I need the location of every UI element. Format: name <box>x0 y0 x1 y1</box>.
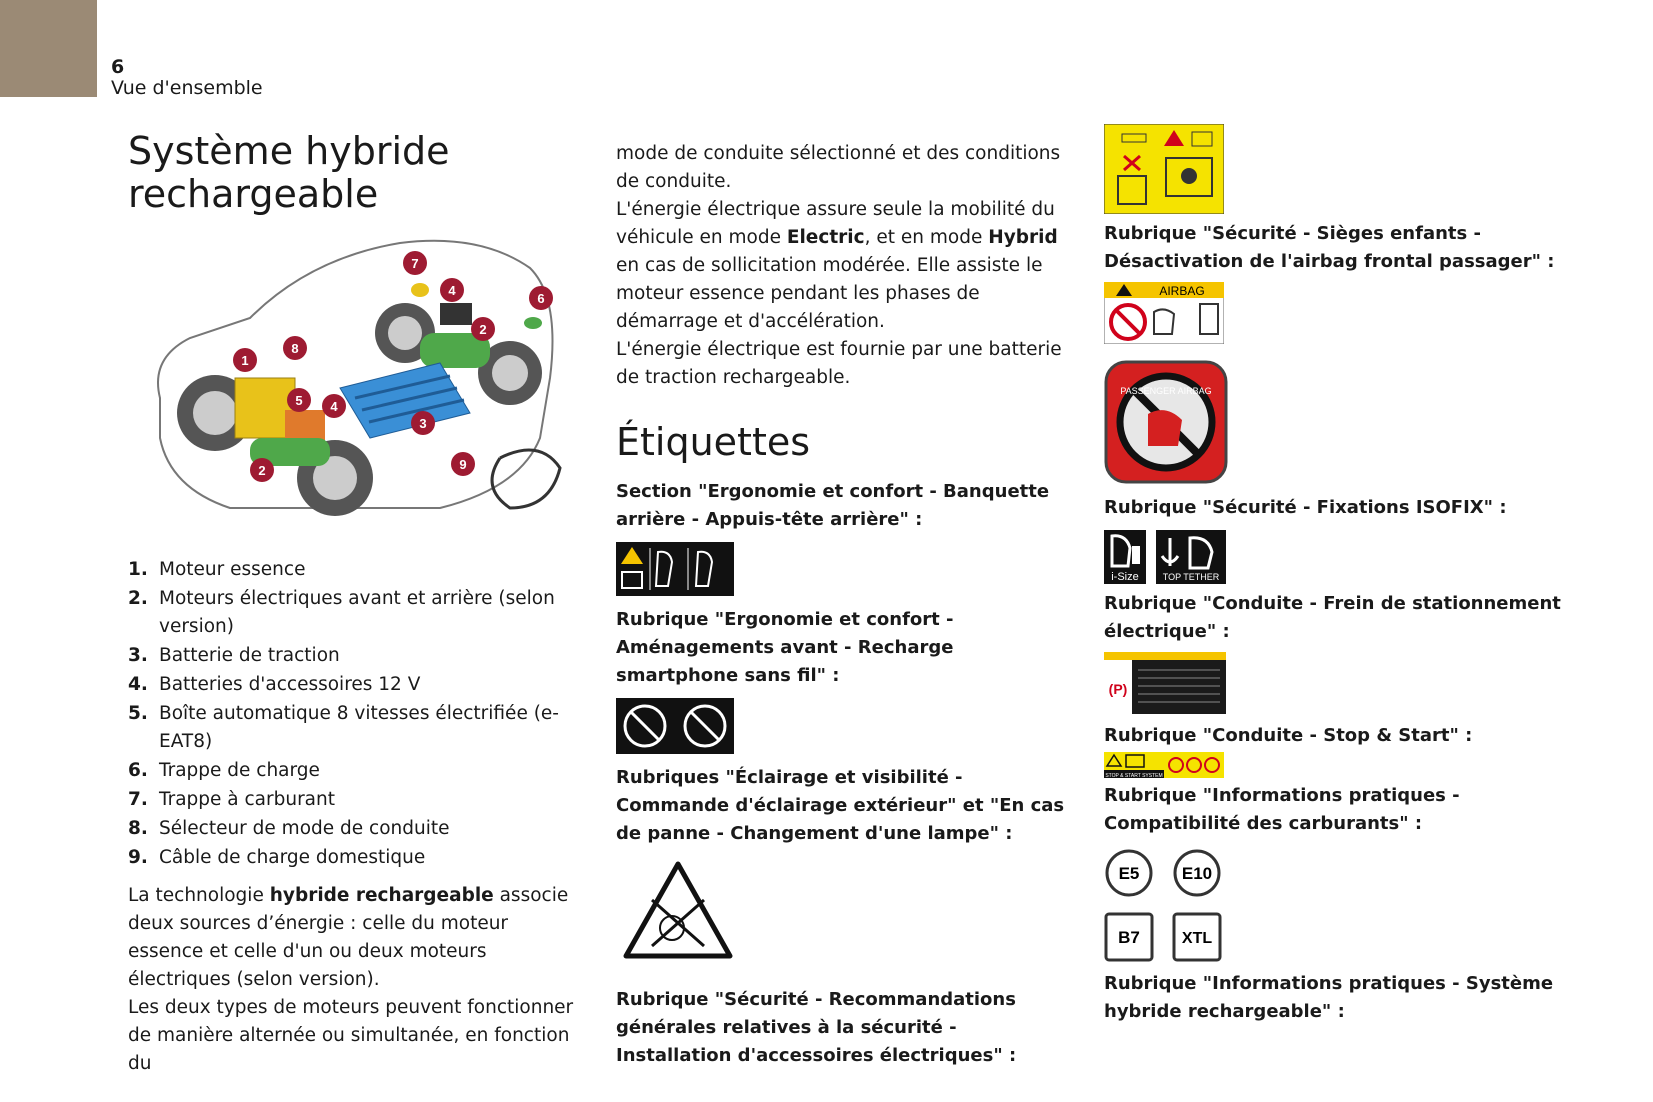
svg-text:B7: B7 <box>1118 928 1140 947</box>
label-airbag: Rubrique "Sécurité - Sièges enfants - Désactivation de l'airbag frontal passager" : <box>1104 223 1555 272</box>
fuel-xtl-icon <box>1172 912 1222 962</box>
svg-text:9: 9 <box>459 457 467 472</box>
list-item: 4. Batteries d'accessoires 12 V <box>128 674 421 695</box>
svg-text:5: 5 <box>295 393 303 408</box>
intro-paragraph: La technologie hybride rechargeable associe deux sources d’énergie : celle du moteur essence et celle d'un ou deux moteurs électriques (selon version). <box>128 885 569 990</box>
child-seat-warning-icon <box>1104 124 1224 214</box>
svg-text:1: 1 <box>241 353 249 368</box>
electric-paragraph: L'énergie électrique assure seule la mobilité du véhicule en mode Electric, et en mode Hybrid en cas de sollicitation modérée. Elle assiste le moteur essence pendant les phases de démarrage et d'accélération. <box>616 199 1058 332</box>
svg-text:E5: E5 <box>1118 864 1140 883</box>
isize-icon <box>1104 530 1146 584</box>
motors-paragraph: Les deux types de moteurs peuvent fonctionner de manière alternée ou simultanée, en fonction du <box>128 997 574 1074</box>
lamp-warning-icon <box>622 860 734 964</box>
label-hybrid-system: Rubrique "Informations pratiques - Système hybride rechargeable" : <box>1104 973 1554 1022</box>
labels-title: Étiquettes <box>616 420 811 464</box>
list-item: 9. Câble de charge domestique <box>128 847 426 868</box>
right-column <box>1104 124 1574 1026</box>
svg-text:TOP TETHER: TOP TETHER <box>1162 572 1220 582</box>
fuel-e10-icon <box>1172 848 1222 898</box>
svg-text:8: 8 <box>291 341 299 356</box>
svg-text:STOP & START SYSTEM: STOP & START SYSTEM <box>1105 773 1163 778</box>
page-title: Système hybride rechargeable <box>128 129 450 216</box>
svg-text:PASSENGER AIRBAG: PASSENGER AIRBAG <box>1120 386 1212 396</box>
left-column <box>128 130 588 1078</box>
component-list <box>128 556 588 872</box>
fuel-e5-icon <box>1104 848 1154 898</box>
fuel-b7-icon <box>1104 912 1154 962</box>
section-title: Vue d'ensemble <box>111 77 263 99</box>
svg-text:i-Size: i-Size <box>1111 571 1139 583</box>
list-item: 1. Moteur essence <box>128 559 306 580</box>
svg-text:(P): (P) <box>1108 681 1128 697</box>
parking-brake-label-icon <box>1104 652 1226 714</box>
label-stop-start: Rubrique "Conduite - Stop & Start" : <box>1104 725 1473 746</box>
svg-text:2: 2 <box>258 463 266 478</box>
passenger-airbag-icon <box>1104 360 1228 484</box>
svg-text:XTL: XTL <box>1181 930 1213 947</box>
label-parking-brake: Rubrique "Conduite - Frein de stationnement électrique" : <box>1104 593 1561 642</box>
label-accessories: Rubrique "Sécurité - Recommandations générales relatives à la sécurité - Installation d'accessoires électriques" : <box>616 989 1017 1066</box>
list-item: 8. Sélecteur de mode de conduite <box>128 818 450 839</box>
top-tether-icon <box>1156 530 1226 584</box>
svg-text:4: 4 <box>330 399 338 414</box>
mode-paragraph: mode de conduite sélectionné et des conditions de conduite. <box>616 143 1061 192</box>
svg-text:AIRBAG: AIRBAG <box>1159 284 1205 298</box>
page-number: 6 <box>111 56 125 78</box>
hybrid-system-diagram <box>140 238 600 538</box>
svg-text:7: 7 <box>411 256 419 271</box>
svg-text:6: 6 <box>537 291 545 306</box>
headrest-label-icon <box>616 542 734 596</box>
list-item: 6. Trappe de charge <box>128 760 320 781</box>
stop-start-label-icon <box>1104 752 1224 778</box>
wireless-charge-label-icon <box>616 698 734 754</box>
svg-text:2: 2 <box>479 322 487 337</box>
label-isofix: Rubrique "Sécurité - Fixations ISOFIX" : <box>1104 497 1507 518</box>
corner-tab <box>0 0 97 97</box>
svg-text:E10: E10 <box>1181 864 1213 883</box>
label-lighting: Rubriques "Éclairage et visibilité - Commande d'éclairage extérieur" et "En cas de panne - Changement d'une lampe" : <box>616 767 1065 844</box>
battery-paragraph: L'énergie électrique est fournie par une batterie de traction rechargeable. <box>616 339 1062 388</box>
svg-text:4: 4 <box>448 283 456 298</box>
svg-text:3: 3 <box>419 416 427 431</box>
label-fuel: Rubrique "Informations pratiques - Compatibilité des carburants" : <box>1104 785 1460 834</box>
list-item: 2. Moteurs électriques avant et arrière (selon version) <box>128 588 555 637</box>
list-item: 5. Boîte automatique 8 vitesses électrifiée (e-EAT8) <box>128 703 559 752</box>
middle-column <box>616 140 1066 1070</box>
label-wireless-charge: Rubrique "Ergonomie et confort - Aménagements avant - Recharge smartphone sans fil" : <box>616 609 954 686</box>
list-item: 7. Trappe à carburant <box>128 789 335 810</box>
label-headrest: Section "Ergonomie et confort - Banquette arrière - Appuis-tête arrière" : <box>616 481 1050 530</box>
list-item: 3. Batterie de traction <box>128 645 340 666</box>
airbag-label-icon <box>1104 282 1224 344</box>
